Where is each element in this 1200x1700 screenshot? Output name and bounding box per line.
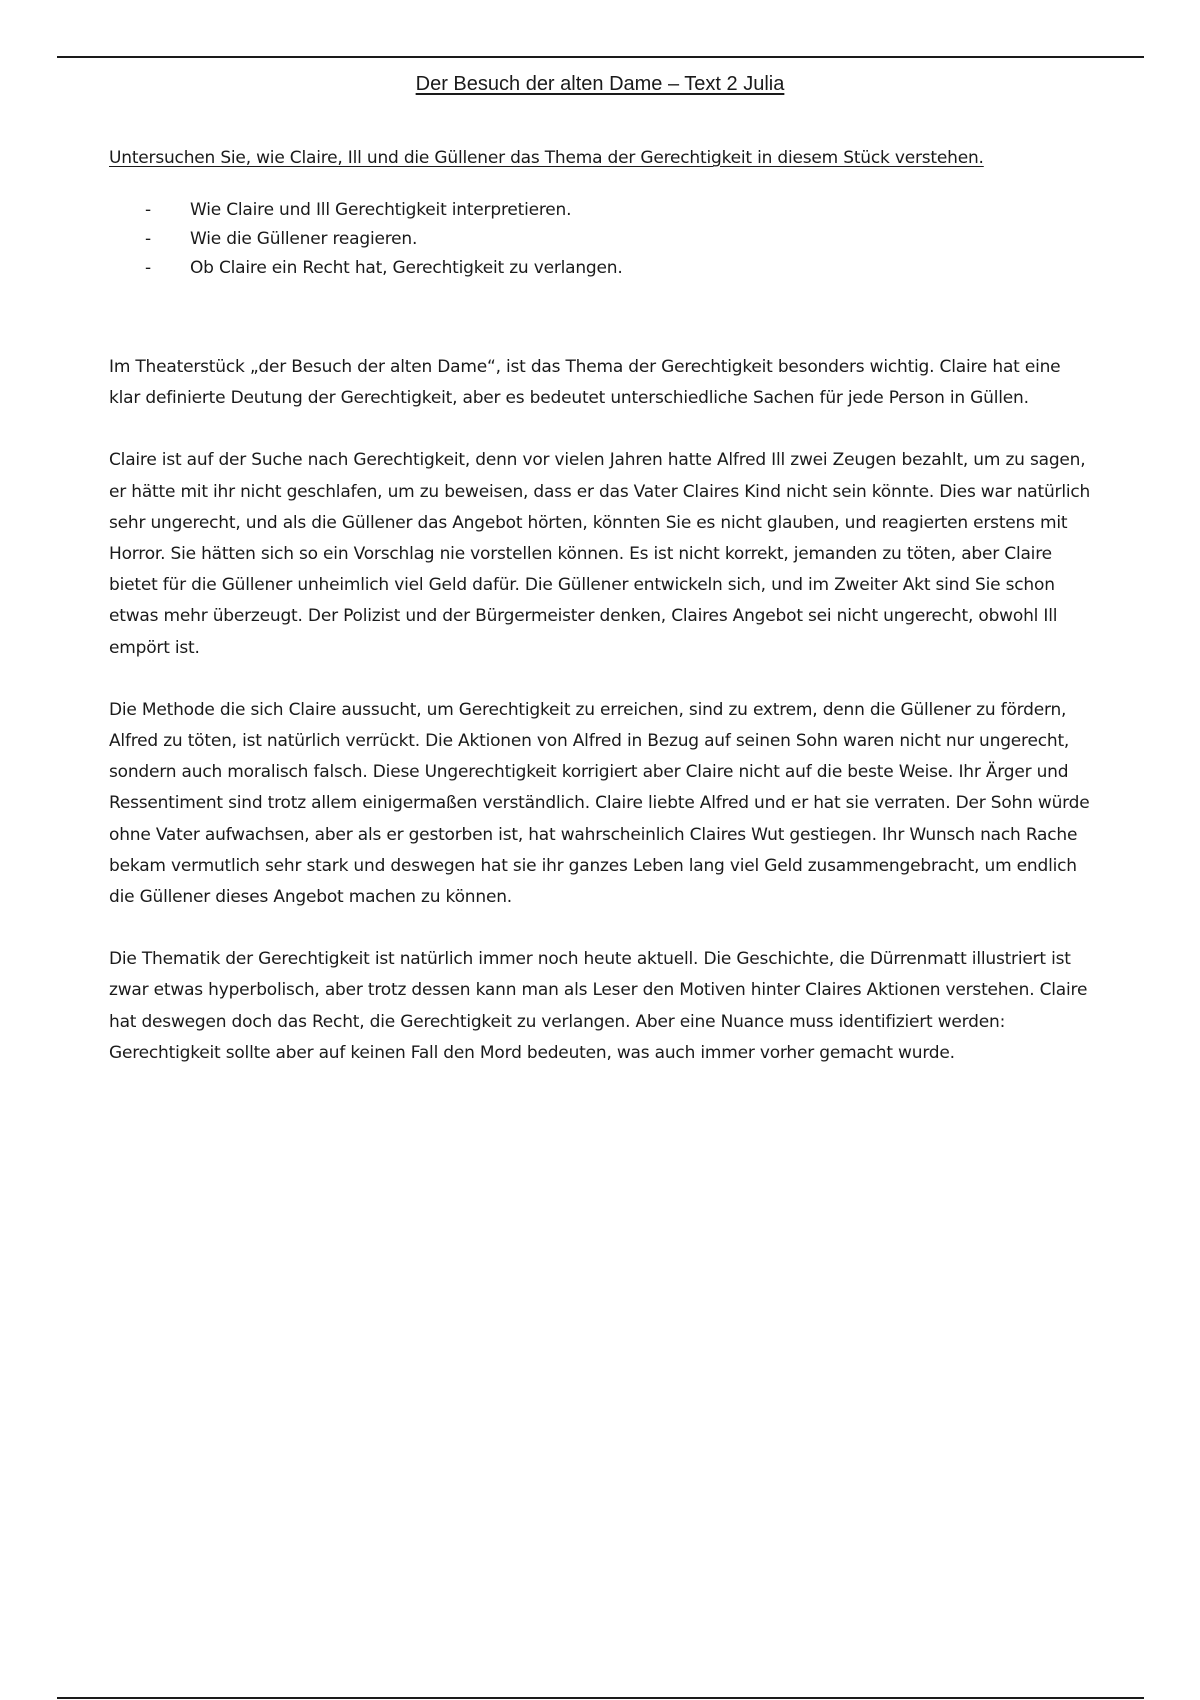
list-item — [145, 196, 1094, 225]
document-body — [109, 146, 1094, 1069]
bullet-marker: - — [145, 200, 151, 220]
paragraph-method: Die Methode die sich Claire aussucht, um Gerechtigkeit zu erreichen, sind zu extrem, denn die Güllener zu fördern, Alfred zu töten, ist natürlich verrückt. Die Aktionen von Alfred in Bezug auf seinen Sohn waren nicht nur ungerecht, sondern auch moralisch falsch. Diese Ungerechtigkeit korrigiert aber Claire nicht auf die beste Weise. Ihr Ärger und Ressentiment sind trotz allem einigermaßen verständlich. Claire liebte Alfred und er hat sie verraten. Der Sohn würde ohne Vater aufwachsen, aber als er gestorben ist, hat wahrscheinlich Claires Wut gestiegen. Ihr Wunsch nach Rache bekam vermutlich sehr stark und deswegen hat sie ihr ganzes Leben lang viel Geld zusammengebracht, um endlich die Güllener dieses Angebot machen zu können. — [109, 699, 1090, 908]
paragraph-introduction: Im Theaterstück „der Besuch der alten Dame“, ist das Thema der Gerechtigkeit besonders wichtig. Claire hat eine klar definierte Deutung der Gerechtigkeit, aber es bedeutet unterschiedliche Sachen für jede Person in Güllen. — [109, 357, 1061, 409]
list-item — [145, 225, 1094, 254]
list-item — [145, 254, 1094, 283]
bullet-marker: - — [145, 229, 151, 249]
task-prompt: Untersuchen Sie, wie Claire, Ill und die Güllener das Thema der Gerechtigkeit in diesem Stück verstehen. — [109, 148, 984, 168]
top-rule — [57, 56, 1144, 58]
bullet-marker: - — [145, 258, 151, 278]
task-bullet-list — [109, 196, 1094, 283]
bottom-rule — [57, 1697, 1144, 1699]
paragraph-claire-search: Claire ist auf der Suche nach Gerechtigkeit, denn vor vielen Jahren hatte Alfred Ill zwei Zeugen bezahlt, um zu sagen, er hätte mit ihr nicht geschlafen, um zu beweisen, dass er das Vater Claires Kind nicht sein könnte. Dies war natürlich sehr ungerecht, und als die Güllener das Angebot hörten, könnten Sie es nicht glauben, und reagierten erstens mit Horror. Sie hätten sich so ein Vorschlag nie vorstellen können. Es ist nicht korrekt, jemanden zu töten, aber Claire bietet für die Güllener unheimlich viel Geld dafür. Die Güllener entwickeln sich, und im Zweiter Akt sind Sie schon etwas mehr überzeugt. Der Polizist und der Bürgermeister denken, Claires Angebot sei nicht ungerecht, obwohl Ill empört ist. — [109, 450, 1091, 658]
bullet-text: Ob Claire ein Recht hat, Gerechtigkeit zu verlangen. — [190, 258, 623, 278]
bullet-text: Wie die Güllener reagieren. — [190, 229, 418, 249]
paragraph-conclusion: Die Thematik der Gerechtigkeit ist natürlich immer noch heute aktuell. Die Geschichte, die Dürrenmatt illustriert ist zwar etwas hyperbolisch, aber trotz dessen kann man als Leser den Motiven hinter Claires Aktionen verstehen. Claire hat deswegen doch das Recht, die Gerechtigkeit zu verlangen. Aber eine Nuance muss identifiziert werden: Gerechtigkeit sollte aber auf keinen Fall den Mord bedeuten, was auch immer vorher gemacht wurde. — [109, 949, 1088, 1063]
bullet-text: Wie Claire und Ill Gerechtigkeit interpretieren. — [190, 200, 572, 220]
document-title: Der Besuch der alten Dame – Text 2 Julia — [415, 73, 785, 95]
